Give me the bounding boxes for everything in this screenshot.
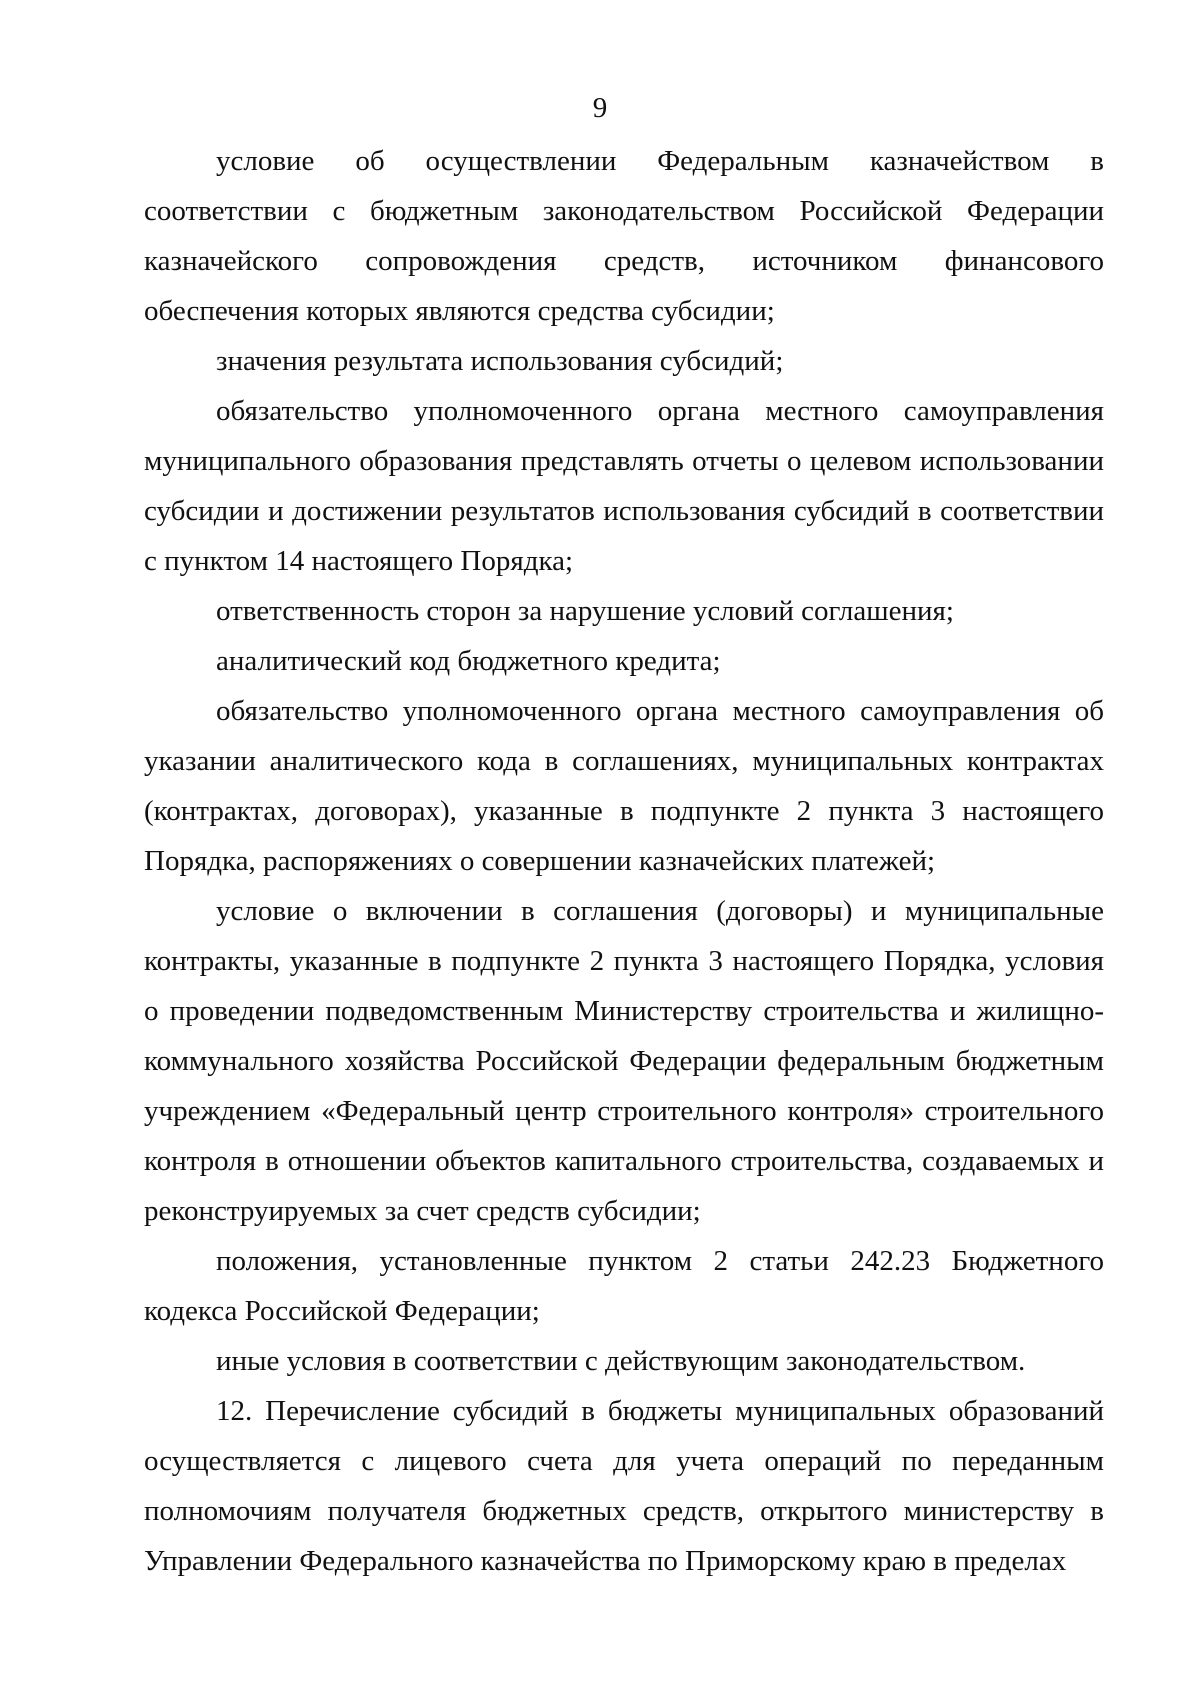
paragraph-12-subsidy-transfer: 12. Перечисление субсидий в бюджеты муниципальных образований осуществляется с лицевого счета для учета операций по переданным полномочиям получателя бюджетных средств, открытого министерству в Управлении Федерального казначейства по Приморскому краю в пределах [144, 1395, 1104, 1577]
page-number: 9 [592, 92, 608, 124]
paragraph-result-values: значения результата использования субсидий; [216, 345, 784, 377]
paragraph-reporting-obligation: обязательство уполномоченного органа местного самоуправления муниципального образования представлять отчеты о целевом использовании субсидии и достижении результатов использования субсидий в соответствии с пунктом 14 настоящего Порядка; [144, 395, 1104, 577]
paragraph-treasury-support-condition: условие об осуществлении Федеральным казначейством в соответствии с бюджетным законодательством Российской Федерации казначейского сопровождения средств, источником финансового обеспечения которых являются средства субсидии; [144, 145, 1104, 327]
paragraph-budget-code-provisions: положения, установленные пунктом 2 статьи 242.23 Бюджетного кодекса Российской Федерации; [144, 1245, 1104, 1327]
paragraph-other-conditions: иные условия в соответствии с действующим законодательством. [216, 1345, 1026, 1377]
document-body [144, 136, 1104, 1586]
paragraph-analytical-code: аналитический код бюджетного кредита; [216, 645, 721, 677]
paragraph-construction-control-condition: условие о включении в соглашения (договоры) и муниципальные контракты, указанные в подпункте 2 пункта 3 настоящего Порядка, условия о проведении подведомственным Министерству строительства и жилищно-коммунального хозяйства Российской Федерации федеральным бюджетным учреждением «Федеральный центр строительного контроля» строительного контроля в отношении объектов капитального строительства, создаваемых и реконструируемых за счет средств субсидии; [144, 895, 1104, 1227]
paragraph-party-responsibility: ответственность сторон за нарушение условий соглашения; [216, 595, 954, 627]
paragraph-analytical-code-obligation: обязательство уполномоченного органа местного самоуправления об указании аналитического кода в соглашениях, муниципальных контрактах (контрактах, договорах), указанные в подпункте 2 пункта 3 настоящего Порядка, распоряжениях о совершении казначейских платежей; [144, 695, 1104, 877]
